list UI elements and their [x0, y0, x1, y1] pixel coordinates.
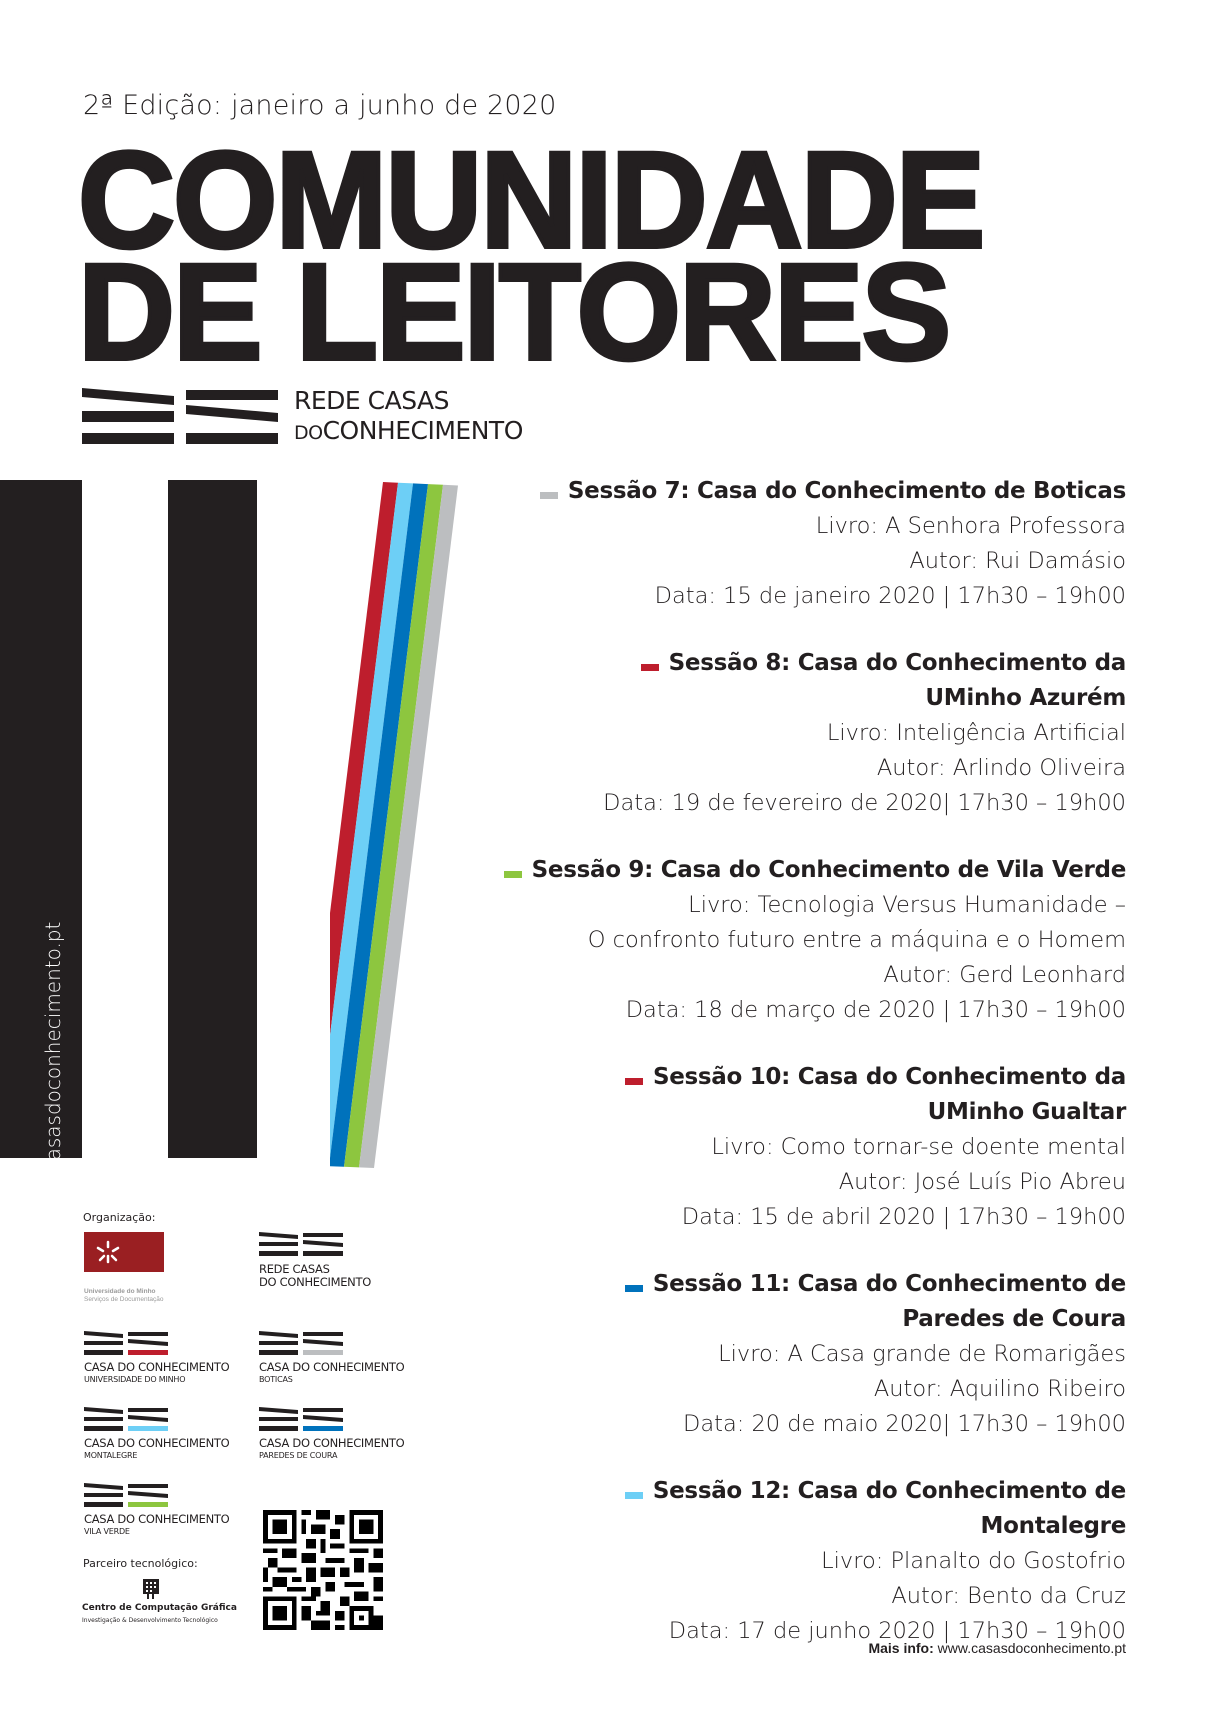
organization-label: Organização: — [83, 1211, 156, 1224]
session-book: Livro: Como tornar-se doente mental — [711, 1134, 1126, 1160]
session-title — [486, 1095, 1126, 1130]
rede-casas-logo-text — [294, 386, 523, 448]
session-item — [486, 1267, 1126, 1442]
vertical-website-url[interactable]: www.casasdoconhecimento.pt — [41, 921, 65, 1225]
more-info-label: Mais info: — [868, 1640, 934, 1656]
session-title-text: Sessão 7: Casa do Conhecimento de Boticas — [567, 478, 1126, 504]
session-book: Livro: Tecnologia Versus Humanidade – — [688, 892, 1126, 918]
session-title — [486, 1302, 1126, 1337]
session-author: Autor: Rui Damásio — [909, 548, 1126, 574]
session-color-marker-icon — [625, 1078, 643, 1085]
ccg-building-icon — [140, 1578, 162, 1600]
session-item — [486, 853, 1126, 1028]
session-author: Autor: Arlindo Oliveira — [876, 755, 1126, 781]
session-title-text: Sessão 8: Casa do Conhecimento da — [668, 650, 1126, 676]
session-author: Autor: José Luís Pio Abreu — [838, 1169, 1126, 1195]
session-date: Data: 15 de abril 2020 | 17h30 – 19h00 — [681, 1204, 1126, 1230]
vertical-url-container — [0, 480, 82, 1225]
page-title-line1: COMUNIDADE — [78, 124, 984, 277]
casa-logo-subtitle: MONTALEGRE — [84, 1451, 138, 1460]
session-title — [486, 474, 1126, 509]
session-title-text: UMinho Gualtar — [927, 1099, 1126, 1125]
casa-logo-subtitle: BOTICAS — [259, 1375, 293, 1384]
session-title-text: Sessão 11: Casa do Conhecimento de — [652, 1271, 1126, 1297]
session-title — [486, 1060, 1126, 1095]
more-info-link[interactable]: www.casasdoconhecimento.pt — [937, 1640, 1126, 1656]
casa-conhecimento-logo-icon — [259, 1331, 343, 1355]
session-book: Livro: Planalto do Gostofrio — [821, 1548, 1126, 1574]
casa-logo-subtitle: VILA VERDE — [84, 1527, 130, 1536]
casa-logo-title: CASA DO CONHECIMENTO — [84, 1360, 230, 1374]
session-date: Data: 20 de maio 2020| 17h30 – 19h00 — [683, 1411, 1126, 1437]
session-color-marker-icon — [625, 1492, 643, 1499]
session-color-marker-icon — [540, 492, 558, 499]
edition-subtitle: 2ª Edição: janeiro a junho de 2020 — [83, 90, 557, 121]
casa-conhecimento-logo-icon — [84, 1483, 168, 1507]
session-color-marker-icon — [625, 1285, 643, 1292]
session-title — [486, 681, 1126, 716]
session-title-text: Paredes de Coura — [902, 1306, 1126, 1332]
casa-logo-title: CASA DO CONHECIMENTO — [84, 1436, 230, 1450]
casa-conhecimento-logo-icon — [84, 1407, 168, 1431]
logo-line1: REDE CASAS — [294, 386, 450, 415]
session-book: Livro: A Casa grande de Romarigães — [718, 1341, 1126, 1367]
colored-stripes-graphic — [330, 480, 490, 1170]
session-book: O confronto futuro entre a máquina e o Homem — [587, 927, 1126, 953]
session-item — [486, 1060, 1126, 1235]
ccg-subtitle: Investigação & Desenvolvimento Tecnológico — [82, 1617, 218, 1624]
uminho-subtitle: Serviços de Documentação — [84, 1296, 164, 1303]
session-item — [486, 646, 1126, 821]
session-date: Data: 17 de junho 2020 | 17h30 – 19h00 — [668, 1618, 1126, 1644]
session-date: Data: 15 de janeiro 2020 | 17h30 – 19h00 — [654, 583, 1126, 609]
black-vertical-bar-right — [168, 480, 257, 1158]
session-title-text: Sessão 9: Casa do Conhecimento de Vila Verde — [531, 857, 1126, 883]
uminho-star-icon — [84, 1232, 164, 1272]
session-item — [486, 474, 1126, 614]
session-title-text: UMinho Azurém — [925, 685, 1126, 711]
session-title — [486, 1474, 1126, 1544]
casa-conhecimento-logo-icon — [84, 1331, 168, 1355]
sessions-list — [486, 474, 1126, 1681]
session-author: Autor: Bento da Cruz — [891, 1583, 1126, 1609]
casa-conhecimento-logo-icon — [259, 1407, 343, 1431]
casa-logo-subtitle: PAREDES DE COURA — [259, 1451, 338, 1460]
rede-casas-small-logo-icon — [259, 1232, 343, 1256]
rede-casas-small-line1: REDE CASAS — [259, 1262, 330, 1276]
casa-logo-title: CASA DO CONHECIMENTO — [259, 1360, 405, 1374]
casa-logo-title: CASA DO CONHECIMENTO — [84, 1512, 230, 1526]
logo-line2-small: DO — [294, 422, 323, 444]
logo-line2-big: CONHECIMENTO — [322, 416, 523, 445]
page-title-line2: DE LEITORES — [78, 236, 950, 389]
ccg-name: Centro de Computação Gráfica — [82, 1603, 237, 1613]
session-title — [486, 646, 1126, 681]
session-color-marker-icon — [504, 871, 522, 878]
uminho-name: Universidade do Minho — [84, 1288, 156, 1295]
session-date: Data: 18 de março de 2020 | 17h30 – 19h00 — [625, 997, 1126, 1023]
session-author: Autor: Aquilino Ribeiro — [873, 1376, 1126, 1402]
casa-logo-title: CASA DO CONHECIMENTO — [259, 1436, 405, 1450]
session-book: Livro: A Senhora Professora — [815, 513, 1126, 539]
session-item — [486, 1474, 1126, 1649]
more-info — [868, 1640, 1126, 1656]
session-title — [486, 853, 1126, 888]
uminho-logo — [84, 1232, 164, 1272]
casa-logo-subtitle: UNIVERSIDADE DO MINHO — [84, 1375, 186, 1384]
session-title-text: Sessão 12: Casa do Conhecimento de Montalegre — [652, 1478, 1126, 1539]
session-date: Data: 19 de fevereiro de 2020| 17h30 – 19h00 — [603, 790, 1126, 816]
session-color-marker-icon — [641, 664, 659, 671]
qr-code[interactable] — [263, 1510, 383, 1630]
session-title-text: Sessão 10: Casa do Conhecimento da — [652, 1064, 1126, 1090]
rede-casas-small-line2: DO CONHECIMENTO — [259, 1275, 371, 1289]
tech-partner-label: Parceiro tecnológico: — [83, 1557, 198, 1570]
session-book: Livro: Inteligência Artificial — [826, 720, 1126, 746]
rede-casas-logo-icon — [82, 388, 282, 446]
session-title — [486, 1267, 1126, 1302]
session-author: Autor: Gerd Leonhard — [883, 962, 1126, 988]
